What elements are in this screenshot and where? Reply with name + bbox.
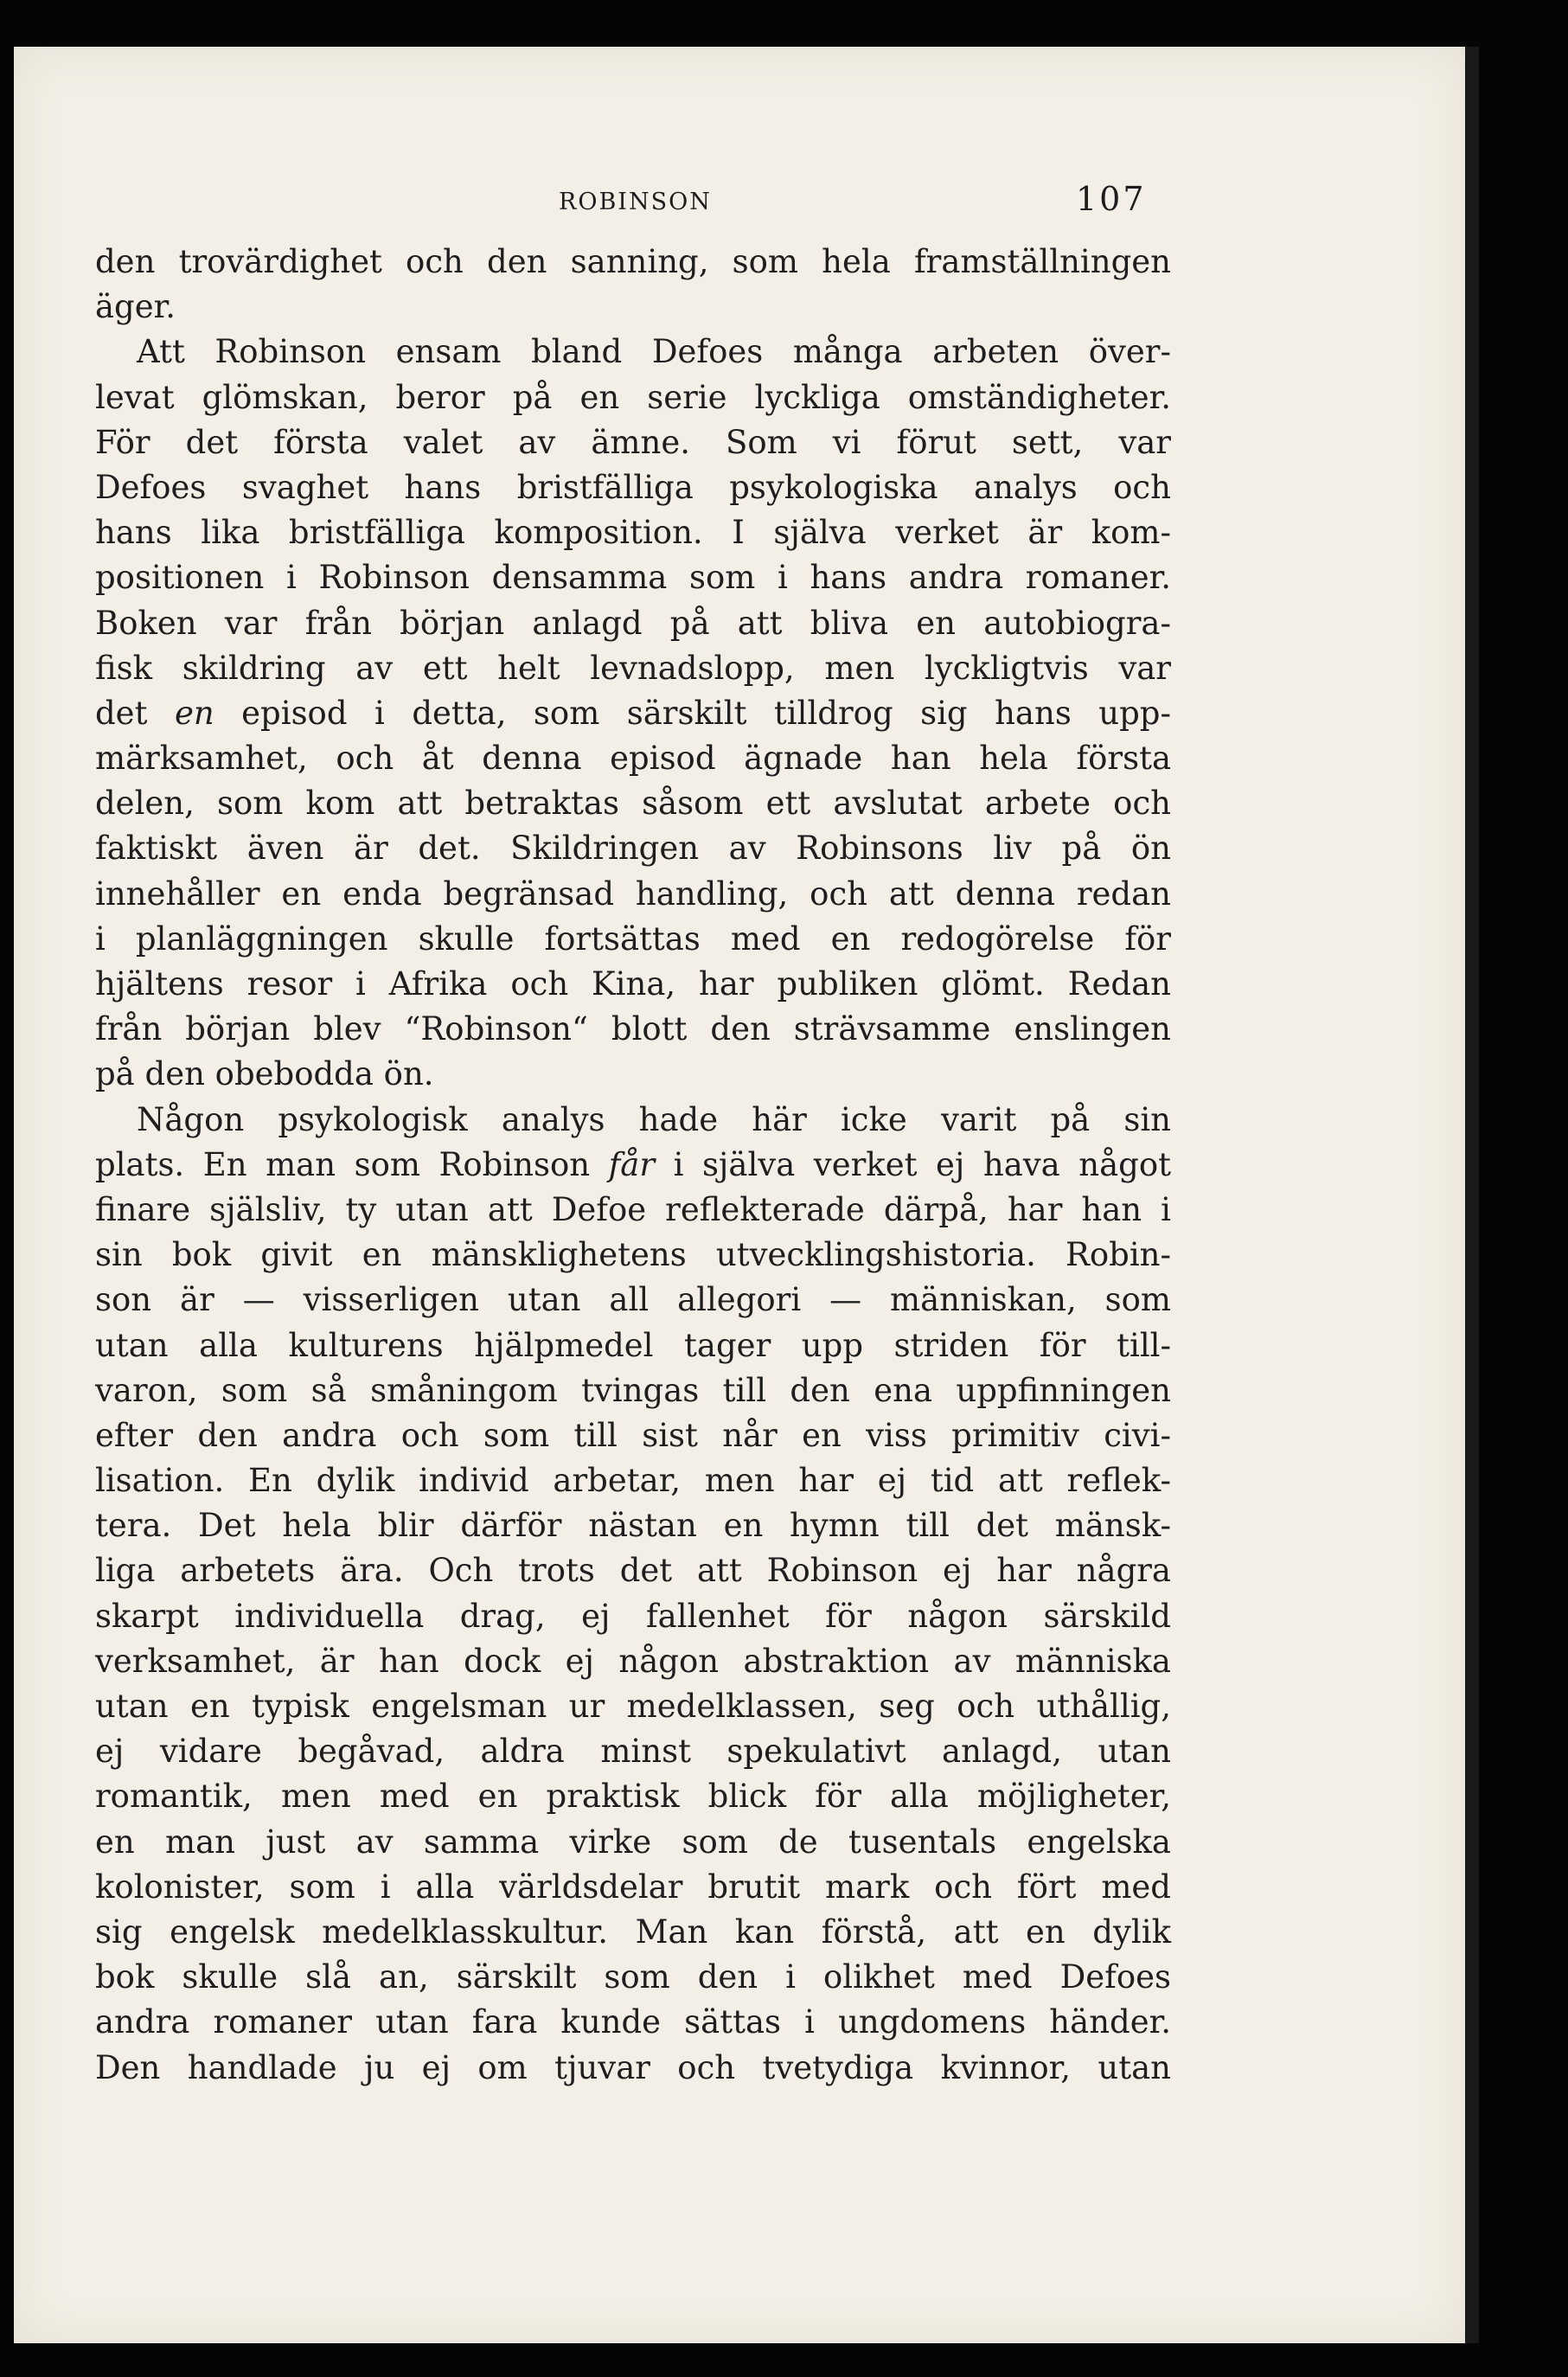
text-line: [95, 1143, 1171, 1188]
text-line: Boken var från början anlagd på att bliva en autobiogra-: [95, 604, 1171, 642]
text-line: delen, som kom att betraktas såsom ett avslutat arbete och: [95, 785, 1171, 823]
text-line: För det första valet av ämne. Som vi förut sett, var: [95, 423, 1171, 461]
text-line: utan alla kulturens hjälpmedel tager upp striden för till-: [95, 1326, 1171, 1364]
text-line: bok skulle slå an, särskilt som den i olikhet med Defoes: [95, 1958, 1171, 1996]
page-number: 107: [1076, 180, 1147, 218]
text-line: märksamhet, och åt denna episod ägnade han hela första: [95, 740, 1171, 778]
text-segment: det: [95, 694, 175, 732]
text-line: Någon psykologisk analys hade här icke varit på sin: [137, 1100, 1171, 1138]
text-line: [95, 691, 1171, 736]
text-line: levat glömskan, beror på en serie lyckliga omständigheter.: [95, 378, 1171, 416]
text-line: i planläggningen skulle fortsättas med en redogörelse för: [95, 919, 1171, 958]
text-line: efter den andra och som till sist når en viss primitiv civi-: [95, 1416, 1171, 1454]
text-line: Den handlade ju ej om tjuvar och tvetydiga kvinnor, utan: [95, 2048, 1171, 2086]
text-line: sig engelsk medelklasskultur. Man kan förstå, att en dylik: [95, 1912, 1171, 1951]
text-segment: episod i detta, som särskilt tilldrog sig hans upp-: [214, 694, 1171, 732]
text-line: hans lika bristfälliga komposition. I själva verket är kom-: [95, 514, 1171, 552]
text-line: äger.: [95, 288, 176, 326]
scan-edge: [1465, 47, 1479, 2343]
text-line: liga arbetets ära. Och trots det att Robinson ej har några: [95, 1552, 1171, 1590]
running-title: ROBINSON: [559, 189, 712, 215]
text-line: lisation. En dylik individ arbetar, men har ej tid att reflek-: [95, 1462, 1171, 1500]
text-line: fisk skildring av ett helt levnadslopp, men lyckligtvis var: [95, 649, 1171, 687]
text-line: utan en typisk engelsman ur medelklassen, seg och uthållig,: [95, 1688, 1171, 1725]
page-header: [14, 176, 1465, 228]
text-line: varon, som så småningom tvingas till den ena uppfinningen: [95, 1371, 1171, 1409]
text-line: från början blev “Robinson“ blott den strävsamme enslingen: [95, 1010, 1171, 1048]
text-line: faktiskt även är det. Skildringen av Robinsons liv på ön: [95, 830, 1171, 868]
text-line: Defoes svaghet hans bristfälliga psykologiska analys och: [95, 468, 1171, 506]
text-line: en man just av samma virke som de tusentals engelska: [95, 1823, 1171, 1861]
text-line: på den obebodda ön.: [95, 1055, 434, 1093]
text-line: son är — visserligen utan all allegori — människan, som: [95, 1281, 1171, 1319]
italic-emphasis: får: [608, 1145, 656, 1183]
text-line: tera. Det hela blir därför nästan en hymn till det mänsk-: [95, 1507, 1171, 1545]
text-line: Att Robinson ensam bland Defoes många arbeten över-: [137, 333, 1171, 371]
text-line: verksamhet, är han dock ej någon abstraktion av människa: [95, 1642, 1171, 1680]
text-line: skarpt individuella drag, ej fallenhet för någon särskild: [95, 1597, 1171, 1635]
text-line: den trovärdighet och den sanning, som hela framställningen: [95, 243, 1171, 280]
text-segment: plats. En man som Robinson: [95, 1145, 609, 1183]
italic-emphasis: en: [174, 694, 214, 732]
text-line: kolonister, som i alla världsdelar brutit mark och fört med: [95, 1868, 1171, 1906]
book-page: [14, 47, 1465, 2343]
text-segment: i själva verket ej hava något: [655, 1145, 1171, 1183]
text-line: finare själsliv, ty utan att Defoe reflekterade därpå, har han i: [95, 1190, 1171, 1228]
body-text: [95, 240, 1171, 2091]
text-line: ej vidare begåvad, aldra minst spekulativt anlagd, utan: [95, 1733, 1171, 1771]
text-line: positionen i Robinson densamma som i hans andra romaner.: [95, 559, 1171, 597]
text-line: romantik, men med en praktisk blick för alla möjligheter,: [95, 1778, 1171, 1816]
text-line: innehåller en enda begränsad handling, och att denna redan: [95, 875, 1171, 913]
text-line: hjältens resor i Afrika och Kina, har publiken glömt. Redan: [95, 965, 1171, 1003]
text-line: sin bok givit en mänsklighetens utvecklingshistoria. Robin-: [95, 1236, 1171, 1274]
text-line: andra romaner utan fara kunde sättas i ungdomens händer.: [95, 2003, 1171, 2041]
